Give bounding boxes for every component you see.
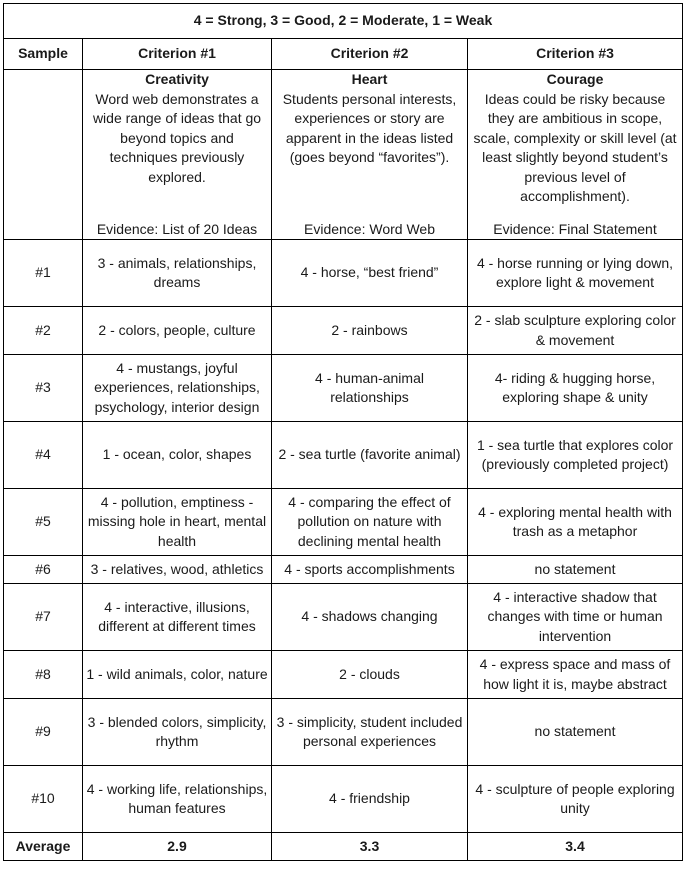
header-criterion-1: Criterion #1 [83,39,272,70]
criterion-3-score: no statement [468,556,683,584]
criteria-empty-cell [4,70,83,240]
average-row [4,833,683,861]
criterion-3-score: 4 - express space and mass of how light it is, maybe abstract [468,651,683,699]
table-row [4,307,683,355]
criterion-2-score: 4 - friendship [272,766,468,833]
criterion-3-score: 4 - interactive shadow that changes with time or human intervention [468,584,683,651]
sample-id: #9 [4,699,83,766]
sample-id: #10 [4,766,83,833]
criterion-3-evidence: Evidence: Final Statement [493,220,657,237]
scale-key-row [4,4,683,39]
criterion-2-score: 2 - clouds [272,651,468,699]
criterion-1-score: 4 - interactive, illusions, different at different times [83,584,272,651]
criterion-3-cell [468,70,683,240]
criterion-3-score: 4 - sculpture of people exploring unity [468,766,683,833]
table-row [4,699,683,766]
criterion-3-description: Ideas could be risky because they are ambitious in scope, scale, complexity or skill level (at least slightly beyond student’s previous level of accomplishment). [473,90,677,204]
criterion-1-score: 4 - working life, relationships, human features [83,766,272,833]
sample-id: #2 [4,307,83,355]
criterion-1-cell [83,70,272,240]
header-criterion-3: Criterion #3 [468,39,683,70]
criterion-2-average: 3.3 [272,833,468,861]
criterion-1-average: 2.9 [83,833,272,861]
criterion-3-score: 1 - sea turtle that explores color (previously completed project) [468,422,683,489]
header-criterion-2: Criterion #2 [272,39,468,70]
criterion-1-score: 3 - relatives, wood, athletics [83,556,272,584]
table-row [4,651,683,699]
criterion-1-description: Word web demonstrates a wide range of ideas that go beyond topics and techniques previously explored. [92,90,262,185]
criterion-1-score: 3 - blended colors, simplicity, rhythm [83,699,272,766]
criterion-2-evidence: Evidence: Word Web [304,220,435,237]
criterion-3-score: 4- riding & hugging horse, exploring shape & unity [468,355,683,422]
criterion-1-evidence: Evidence: List of 20 Ideas [96,220,258,237]
criterion-2-score: 3 - simplicity, student included personal experiences [272,699,468,766]
table-row [4,556,683,584]
criterion-2-score: 4 - human-animal relationships [272,355,468,422]
criterion-3-score: no statement [468,699,683,766]
criterion-3-score: 4 - horse running or lying down, explore light & movement [468,240,683,307]
average-label: Average [4,833,83,861]
sample-id: #6 [4,556,83,584]
criterion-2-cell [272,70,468,240]
criterion-2-score: 2 - sea turtle (favorite animal) [272,422,468,489]
criterion-1-score: 1 - ocean, color, shapes [83,422,272,489]
table-row [4,489,683,556]
sample-id: #7 [4,584,83,651]
criterion-2-score: 4 - horse, “best friend” [272,240,468,307]
criterion-2-score: 4 - sports accomplishments [272,556,468,584]
criterion-2-description: Students personal interests, experiences or story are apparent in the ideas listed (goes beyond “favorites”). [282,90,457,165]
table-row [4,584,683,651]
criterion-1-score: 4 - mustangs, joyful experiences, relationships, psychology, interior design [83,355,272,422]
scale-key: 4 = Strong, 3 = Good, 2 = Moderate, 1 = Weak [4,4,683,39]
criterion-2-score: 4 - comparing the effect of pollution on nature with declining mental health [272,489,468,556]
header-sample: Sample [4,39,83,70]
table-row [4,422,683,489]
table-row [4,766,683,833]
criterion-1-name: Creativity [145,71,209,87]
rubric-table [3,3,683,861]
criterion-3-score: 4 - exploring mental health with trash as a metaphor [468,489,683,556]
criterion-1-score: 4 - pollution, emptiness - missing hole in heart, mental health [83,489,272,556]
criterion-1-score: 2 - colors, people, culture [83,307,272,355]
criterion-3-average: 3.4 [468,833,683,861]
sample-id: #1 [4,240,83,307]
criterion-2-name: Heart [351,71,388,87]
criterion-3-name: Courage [546,71,604,87]
criterion-1-score: 3 - animals, relationships, dreams [83,240,272,307]
criterion-1-score: 1 - wild animals, color, nature [83,651,272,699]
sample-id: #5 [4,489,83,556]
header-row [4,39,683,70]
sample-id: #4 [4,422,83,489]
sample-id: #8 [4,651,83,699]
criteria-description-row [4,70,683,240]
sample-id: #3 [4,355,83,422]
criterion-2-score: 2 - rainbows [272,307,468,355]
table-row [4,355,683,422]
criterion-3-score: 2 - slab sculpture exploring color & movement [468,307,683,355]
table-row [4,240,683,307]
criterion-2-score: 4 - shadows changing [272,584,468,651]
